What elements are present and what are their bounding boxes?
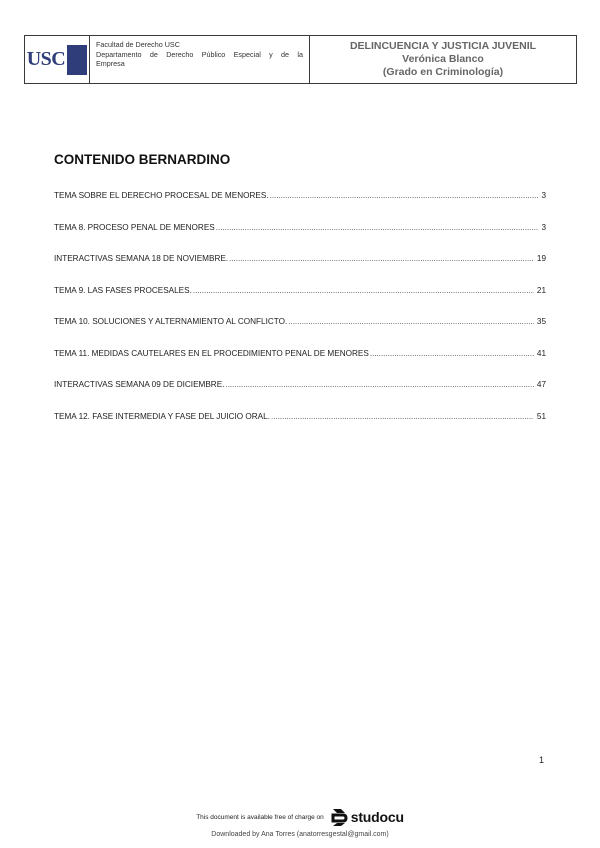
toc-entry-page: 51 <box>536 411 546 421</box>
toc-leader-dots <box>229 254 534 263</box>
toc-leader-dots <box>370 349 534 358</box>
toc-entry-page: 3 <box>541 191 546 200</box>
toc-entry-page: 47 <box>536 380 546 389</box>
course-title: DELINCUENCIA Y JUSTICIA JUVENIL <box>349 40 537 52</box>
toc-entry-title: TEMA 10. SOLUCIONES Y ALTERNAMIENTO AL CONFLICTO. <box>54 317 288 326</box>
toc-entry[interactable] <box>54 380 546 412</box>
university-logo <box>25 36 90 83</box>
page-number: 1 <box>539 755 545 765</box>
toc-entry[interactable] <box>54 223 546 255</box>
department-name: Departamento de Derecho Público Especial y de la <box>96 49 303 59</box>
contents-title: CONTENIDO BERNARDINO <box>54 152 231 167</box>
toc-leader-dots <box>288 317 534 326</box>
toc-entry[interactable] <box>54 254 546 286</box>
toc-entry-title: TEMA SOBRE EL DERECHO PROCESAL DE MENORES. <box>54 191 269 200</box>
toc-entry[interactable] <box>54 317 546 349</box>
toc-entry[interactable] <box>54 349 546 381</box>
downloaded-by-text: Downloaded by Ana Torres (anatorresgestal@gmail.com) <box>211 831 389 838</box>
toc-entry-page: 3 <box>541 222 546 232</box>
toc-entry-title: INTERACTIVAS SEMANA 18 DE NOVIEMBRE. <box>54 254 229 263</box>
toc-leader-dots <box>225 380 533 389</box>
usc-seal-icon <box>67 45 87 75</box>
toc-entry-title: TEMA 8. PROCESO PENAL DE MENORES <box>54 222 215 232</box>
studocu-brand-name: studocu <box>350 809 404 825</box>
faculty-info <box>90 36 310 83</box>
toc-entry[interactable] <box>54 412 546 444</box>
toc-entry-page: 19 <box>536 254 546 263</box>
faculty-name: Facultad de Derecho USC <box>96 40 180 49</box>
toc-entry-title: TEMA 11. MEDIDAS CAUTELARES EN EL PROCEDIMIENTO PENAL DE MENORES <box>54 348 369 358</box>
toc-leader-dots <box>193 286 534 295</box>
toc-leader-dots <box>216 223 539 232</box>
department-name-continued: Empresa <box>96 59 125 69</box>
toc-entry[interactable] <box>54 286 546 318</box>
degree-name: (Grado en Criminología) <box>382 66 504 78</box>
toc-entry-title: TEMA 12. FASE INTERMEDIA Y FASE DEL JUICIO ORAL. <box>54 411 270 421</box>
toc-entry[interactable] <box>54 191 546 223</box>
usc-logo-text: USC <box>26 48 66 70</box>
studocu-logo-icon <box>330 807 348 827</box>
studocu-footer <box>0 807 600 827</box>
studocu-logo[interactable] <box>330 807 404 827</box>
availability-text: This document is available free of charge on <box>196 813 324 821</box>
course-info <box>310 36 576 83</box>
toc-entry-title: TEMA 9. LAS FASES PROCESALES. <box>54 285 192 295</box>
toc-entry-page: 21 <box>536 285 546 295</box>
toc-entry-page: 41 <box>536 348 546 358</box>
toc-entry-page: 35 <box>536 317 546 326</box>
toc-leader-dots <box>271 412 534 421</box>
teacher-name: Verónica Blanco <box>402 53 484 65</box>
document-header <box>24 35 577 84</box>
toc-entry-title: INTERACTIVAS SEMANA 09 DE DICIEMBRE. <box>54 380 225 389</box>
toc-leader-dots <box>270 191 539 200</box>
table-of-contents <box>54 191 546 443</box>
